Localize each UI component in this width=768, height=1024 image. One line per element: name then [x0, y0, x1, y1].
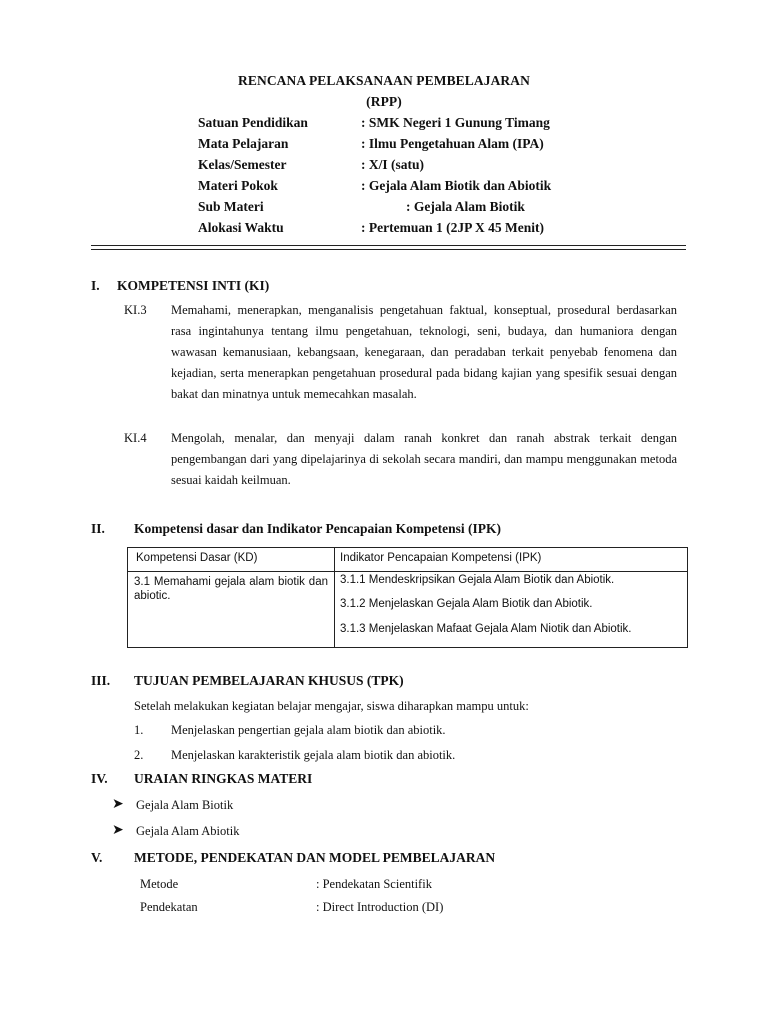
- method-label: Pendekatan: [140, 900, 198, 914]
- meta-label: Materi Pokok: [198, 178, 278, 193]
- kd-ipk-table: [127, 547, 688, 648]
- meta-label: Sub Materi: [198, 199, 264, 214]
- list-number: 1.: [134, 723, 144, 737]
- arrow-bullet-icon: ➤: [112, 823, 124, 838]
- ki-label: KI.4: [124, 431, 147, 445]
- section-number: II.: [91, 521, 105, 536]
- table-cell-ipk: 3.1.1 Mendeskripsikan Gejala Alam Biotik dan Abiotik.: [340, 574, 615, 586]
- document-title: RENCANA PELAKSANAAN PEMBELAJARAN: [238, 73, 530, 88]
- arrow-bullet-icon: ➤: [112, 797, 124, 812]
- section-number: I.: [91, 278, 100, 293]
- meta-value: : Gejala Alam Biotik: [406, 199, 525, 214]
- meta-value: : Ilmu Pengetahuan Alam (IPA): [361, 136, 544, 151]
- table-divider: [128, 571, 687, 572]
- ki-text: Memahami, menerapkan, menganalisis pengetahuan faktual, konseptual, prosedural berdasarkan rasa ingintahunya tentang ilmu pengetahuan, teknologi, seni, budaya, dan humaniora dengan wawasan kemanusiaan, kebangsaan, kenegaraan, dan peradaban terkait penyebab fenomena dan kejadian, serta menerapkan pengetahuan prosedural pada bidang kajian yang spesifik sesuai dengan bakat dan minatnya untuk memecahkan masalah.: [171, 303, 677, 401]
- bullet-item: Gejala Alam Biotik: [136, 798, 234, 812]
- section-title: KOMPETENSI INTI (KI): [117, 278, 270, 293]
- method-value: : Direct Introduction (DI): [316, 900, 444, 914]
- meta-label: Kelas/Semester: [198, 157, 287, 172]
- header-divider: [91, 245, 686, 246]
- section-number: III.: [91, 673, 111, 688]
- meta-label: Satuan Pendidikan: [198, 115, 308, 130]
- meta-value: : SMK Negeri 1 Gunung Timang: [361, 115, 550, 130]
- table-header-ipk: Indikator Pencapaian Kompetensi (IPK): [340, 552, 542, 564]
- list-item: Menjelaskan pengertian gejala alam biotik dan abiotik.: [171, 723, 446, 737]
- section-title: METODE, PENDEKATAN DAN MODEL PEMBELAJARAN: [134, 850, 496, 865]
- table-cell-ipk: 3.1.2 Menjelaskan Gejala Alam Biotik dan Abiotik.: [340, 598, 593, 610]
- meta-value: : X/I (satu): [361, 157, 424, 172]
- document-subtitle: (RPP): [366, 94, 402, 109]
- section-number: IV.: [91, 771, 108, 786]
- table-header-kd: Kompetensi Dasar (KD): [136, 552, 258, 564]
- section-title: TUJUAN PEMBELAJARAN KHUSUS (TPK): [134, 673, 404, 688]
- header-divider: [91, 249, 686, 250]
- meta-label: Alokasi Waktu: [198, 220, 284, 235]
- list-item: Menjelaskan karakteristik gejala alam biotik dan abiotik.: [171, 748, 456, 762]
- table-cell-ipk: 3.1.3 Menjelaskan Mafaat Gejala Alam Niotik dan Abiotik.: [340, 623, 632, 635]
- ki-text: Mengolah, menalar, dan menyaji dalam ranah konkret dan ranah abstrak terkait dengan pengembangan dari yang dipelajarinya di sekolah secara mandiri, dan mampu menggunakan metoda sesuai kaidah keilmuan.: [171, 431, 677, 487]
- meta-label: Mata Pelajaran: [198, 136, 289, 151]
- method-value: : Pendekatan Scientifik: [316, 877, 432, 891]
- bullet-item: Gejala Alam Abiotik: [136, 824, 240, 838]
- tpk-intro: Setelah melakukan kegiatan belajar mengajar, siswa diharapkan mampu untuk:: [134, 699, 529, 713]
- ki-label: KI.3: [124, 303, 147, 317]
- section-number: V.: [91, 850, 103, 865]
- method-label: Metode: [140, 877, 179, 891]
- meta-value: : Pertemuan 1 (2JP X 45 Menit): [361, 220, 544, 235]
- table-divider: [334, 548, 335, 647]
- meta-value: : Gejala Alam Biotik dan Abiotik: [361, 178, 552, 193]
- list-number: 2.: [134, 748, 144, 762]
- section-title: URAIAN RINGKAS MATERI: [134, 771, 313, 786]
- table-cell-kd: 3.1 Memahami gejala alam biotik dan abiotic.: [134, 576, 328, 602]
- section-title: Kompetensi dasar dan Indikator Pencapaian Kompetensi (IPK): [134, 521, 502, 536]
